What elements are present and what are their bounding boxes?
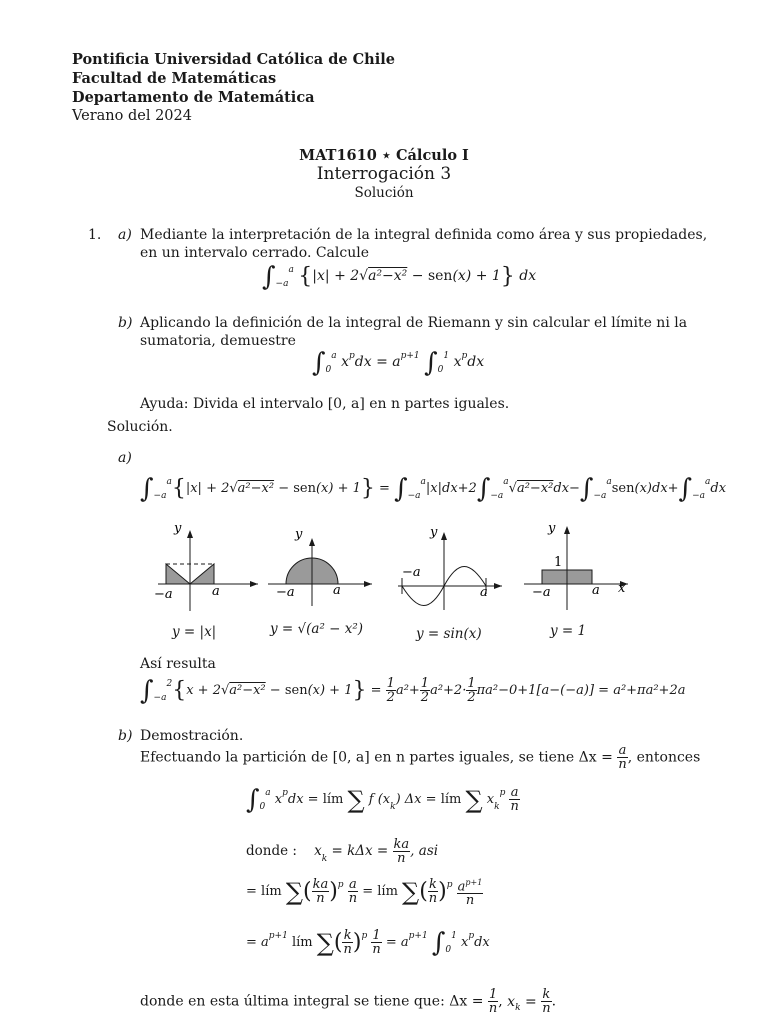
graph-semicircle (268, 527, 372, 606)
svg-text:1: 1 (554, 555, 563, 570)
hint-text: Ayuda: Divida el intervalo [0, a] en n partes iguales. (140, 396, 510, 412)
part-a-text-2: en un intervalo cerrado. Calcule (140, 245, 370, 261)
limit-step-1: = lím ∑( $\frac{ka}{n}$ )$^p$ $\frac{a}{n}$ = lím ∑( $\frac{k}{n}$ )$^p$ $\frac{a^{p+1}}{n}$ (246, 877, 483, 909)
department-name: Departamento de Matemática (72, 89, 315, 106)
solution-a-equation: $\int_{-a}^a\{|x| + 2√a^2-x^2 - sen(x) + 1\} = \int_{-a}^a|x|dx+2\int_{-a}^a√a^2-x^2dx-\int_{-a}^asen(x)dx+\int_{-a}^adx$ (140, 474, 727, 504)
result-equation: $\int_{-a}^2\{x + 2√a^2-x^2 - sen(x) + 1\}$ = $\frac{1}{2}$ a²+ $\frac{1}{2}$ a²+2· $\frac{1}{2}$ πa²−0+1[a−(−a)] = a²+πa²+2a (140, 676, 686, 706)
area-graphs (140, 516, 640, 616)
part-b-label: b) (118, 315, 133, 331)
svg-text:x: x (618, 581, 626, 596)
caption-abs: y = |x| (172, 624, 217, 640)
svg-text:−a: −a (276, 585, 295, 600)
graph-constant (524, 521, 628, 610)
exam-subtitle: Solución (354, 185, 414, 201)
solution-b-label: b) (118, 728, 133, 744)
caption-sine: y = sin(x) (416, 626, 482, 642)
axis-y-label: y (174, 521, 182, 536)
svg-text:−a: −a (402, 565, 421, 580)
svg-text:a: a (480, 585, 488, 600)
solution-heading: Solución. (107, 419, 173, 435)
document-header (72, 50, 395, 126)
svg-text:y: y (430, 525, 438, 540)
caption-constant: y = 1 (550, 623, 587, 639)
graph-abs (154, 521, 258, 611)
term-label: Verano del 2024 (72, 108, 192, 124)
problem-number: 1. (88, 227, 102, 243)
demostracion: Demostración. (140, 728, 244, 744)
neg-a-label: −a (154, 587, 173, 602)
exam-title: Interrogación 3 (316, 164, 452, 184)
asi-resulta: Así resulta (140, 656, 216, 672)
a-label: a (212, 584, 220, 599)
final-line: donde en esta última integral se tiene que: Δx = $\frac{1}{n}$ , $x_k$ = $\frac{k}{n}$ . (140, 987, 557, 1016)
part-a-text-1: Mediante la interpretación de la integral definida como área y sus propiedades, (140, 227, 708, 243)
part-b-text-1: Aplicando la definición de la integral de Riemann y sin calcular el límite ni la (140, 315, 688, 331)
svg-text:a: a (333, 583, 341, 598)
university-name: Pontificia Universidad Católica de Chile (72, 51, 395, 68)
caption-semicircle: y = √(a² − x²) (270, 621, 364, 637)
donde-line: donde : $x_k = k\Delta x$ = $\frac{ka}{n}$ , asi (246, 837, 439, 866)
svg-text:y: y (548, 521, 556, 536)
svg-text:−a: −a (532, 585, 551, 600)
solution-a-label: a) (118, 450, 132, 466)
riemann-sum-equation: $\int_0^a$ $x^pdx$ = lím ∑ f $(x_k) \Delta x$ = lím ∑ $x_k^p$ $\frac{a}{n}$ (246, 785, 519, 815)
svg-text:a: a (592, 583, 600, 598)
equation-b: $\int_0^a$ $x^pdx = a^{p+1}$ $\int_0^1$ $x^pdx$ (312, 348, 485, 378)
partition-line: Efectuando la partición de [0, a] en n partes iguales, se tiene Δx = $\frac{a}{n}$ , entonces (140, 743, 701, 772)
course-title: MAT1610 ⋆ Cálculo I (299, 147, 469, 164)
svg-text:y: y (295, 527, 303, 542)
limit-step-2: = $a^{p+1}$ lím ∑( $\frac{k}{n}$ )$^p$ $\frac{1}{n}$ = $a^{p+1}$ $\int_0^1$ $x^pdx$ (246, 928, 490, 958)
part-b-text-2: sumatoria, demuestre (140, 333, 296, 349)
faculty-name: Facultad de Matemáticas (72, 70, 277, 87)
equation-a: $\int_{-a}^a$ {|x| + 2√a²−x² − sen(x) + 1} dx (262, 262, 537, 292)
part-a-label: a) (118, 227, 132, 243)
graph-sine (398, 525, 502, 610)
